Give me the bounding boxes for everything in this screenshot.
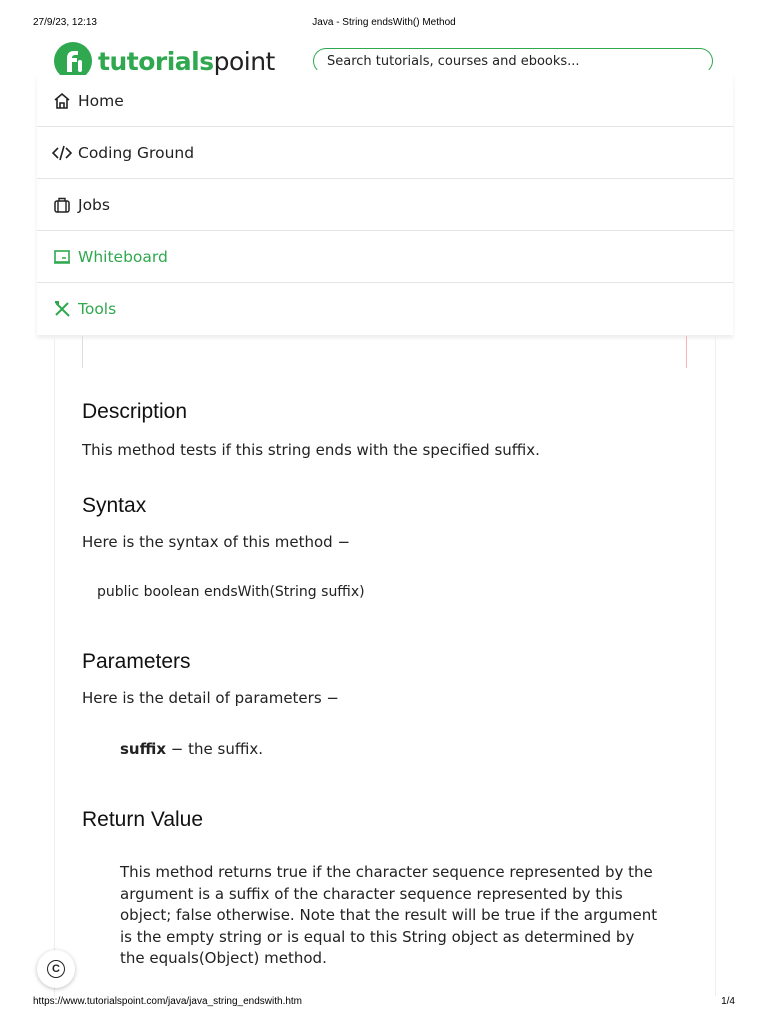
print-footer [0, 994, 768, 1010]
print-page-number: 1/4 [721, 996, 735, 1007]
print-date: 27/9/23, 12:13 [33, 17, 97, 28]
code-icon [52, 143, 72, 163]
description-heading: Description [82, 400, 188, 423]
menu-item-coding-ground[interactable] [37, 127, 733, 179]
param-item [120, 740, 263, 758]
logo-text-part2: point [213, 46, 275, 76]
briefcase-icon [52, 195, 72, 215]
syntax-heading: Syntax [82, 494, 147, 517]
menu-label-coding-ground: Coding Ground [78, 143, 195, 162]
copyright-icon: C [47, 960, 65, 978]
parameters-heading: Parameters [82, 650, 191, 673]
whiteboard-icon [52, 247, 72, 267]
print-url: https://www.tutorialspoint.com/java/java_string_endswith.htm [33, 996, 303, 1007]
print-title: Java - String endsWith() Method [312, 17, 456, 28]
parameters-text: Here is the detail of parameters − [82, 689, 339, 707]
tools-icon [52, 299, 72, 319]
logo-text-part1: tutorials [98, 46, 214, 76]
home-icon [52, 91, 72, 111]
param-name: suffix [120, 740, 167, 758]
param-desc: − the suffix. [166, 740, 263, 758]
return-value-heading: Return Value [82, 808, 204, 831]
divider-left [82, 336, 83, 368]
copy-button[interactable] [37, 950, 75, 988]
menu-item-home[interactable] [37, 75, 733, 127]
search-input[interactable]: Search tutorials, courses and ebooks... [313, 48, 713, 74]
description-text: This method tests if this string ends with the specified suffix. [82, 441, 540, 459]
menu-item-tools[interactable] [37, 283, 733, 335]
logo[interactable] [54, 44, 275, 78]
divider-right [686, 336, 687, 368]
menu-item-whiteboard[interactable] [37, 231, 733, 283]
return-value-text: This method returns true if the character sequence represented by the argument is a suffix of the character sequence represented by this object; false otherwise. Note that the result will be true if the argument is the empty string or is equal to this String object as determined by the equals(Object) method. [120, 863, 658, 967]
menu-item-jobs[interactable] [37, 179, 733, 231]
menu-label-jobs: Jobs [78, 195, 110, 214]
nav-menu [37, 75, 733, 335]
logo-text [98, 47, 275, 76]
menu-label-whiteboard: Whiteboard [78, 247, 168, 266]
menu-label-home: Home [78, 91, 124, 110]
syntax-code: public boolean endsWith(String suffix) [97, 584, 365, 600]
syntax-text: Here is the syntax of this method − [82, 533, 351, 551]
print-header [0, 14, 768, 30]
menu-label-tools: Tools [78, 300, 117, 318]
